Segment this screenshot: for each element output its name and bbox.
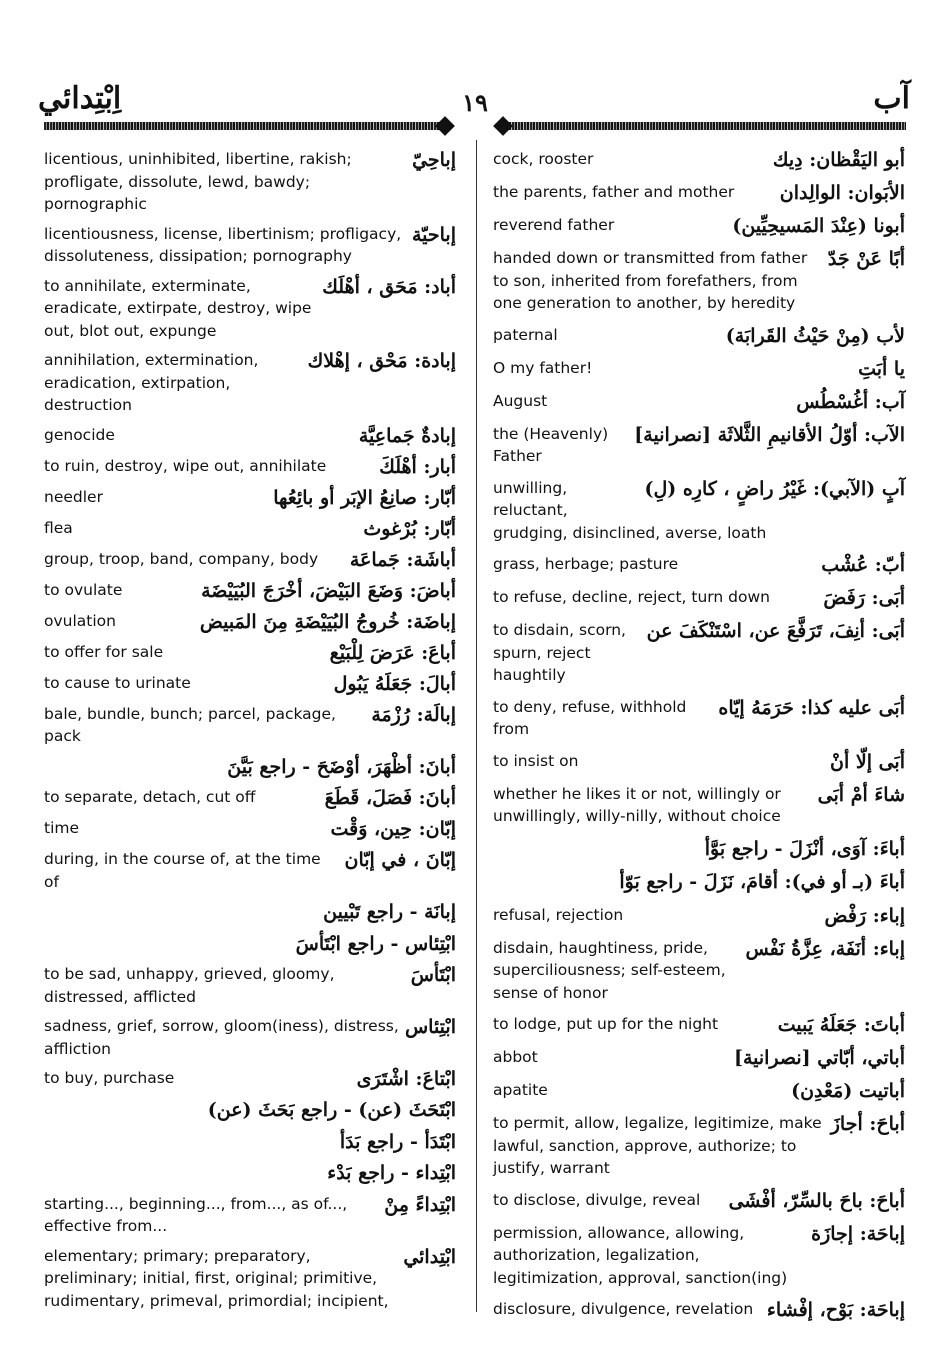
arabic-headword: أباحَ: باحَ بالسِّرّ، أفْشَى [728,1189,905,1212]
dictionary-entry [44,817,456,841]
arabic-headword: الآب: أوّلُ الأقانيمِ الثَّلاثَة [نصرانية] [634,423,905,446]
header-rule-right [500,119,906,133]
arabic-headword: أبَى: رَفَضَ [823,587,905,609]
left-column [44,148,456,1319]
dictionary-entry [44,349,456,417]
dictionary-entry [44,1067,456,1091]
arabic-headword: أباتَ: جَعَلَهُ يَبيت [777,1014,905,1036]
arabic-headword: أبالَ: جَعَلَهُ يَبُول [333,672,456,695]
arabic-headword: أبانَ: أظْهَرَ، أوْضَحَ - راجع بَيَّنَ [227,755,456,778]
arabic-headword: ابْتَأسَ [410,964,456,986]
arabic-headword: إباحِيّ [412,149,456,171]
arabic-headword: أباعَ: عَرَضَ لِلْبَيْع [329,641,456,664]
english-definition: to refuse, decline, reject, turn down [493,588,770,606]
arabic-headword: إبادة: مَحْق ، إهْلاك [307,350,456,372]
arabic-headword: آب: أغُسْطُس [796,390,905,413]
dictionary-entry [493,870,905,895]
arabic-headword: أباءَ (بـ أو في): أقامَ، نَزَلَ - راجع بَوّأ [619,871,905,893]
english-definition: O my father! [493,358,593,377]
running-head-right: آب [873,81,910,116]
dictionary-entry [493,477,905,545]
arabic-headword: أباءَ: آوَى، أنْزَلَ - راجع بَوَّأ [704,837,905,860]
arabic-headword: ابْتِئاس - راجع ابْتَأسَ [295,932,456,955]
dictionary-entry [493,696,905,741]
english-definition: annihilation, extermination, eradication, extirpation, destruction [44,351,259,414]
dictionary-entry [44,1015,456,1060]
dictionary-entry [493,1046,905,1070]
english-definition: to disdain, scorn, spurn, reject haughtily [493,621,626,684]
arabic-headword: أبونا (عِنْدَ المَسيحِيِّين) [732,215,905,237]
english-definition: starting..., beginning..., from..., as of..., effective from... [44,1194,348,1235]
arabic-headword: شاءَ أمْ أبَى [817,783,905,806]
arabic-headword: ابْتِدائي [403,1245,456,1268]
english-definition: to annihilate, exterminate, eradicate, extirpate, destroy, wipe out, blot out, expunge [44,276,312,340]
english-definition: disdain, haughtiness, pride, superciliousness; self-esteem, sense of honor [493,938,726,1002]
dictionary-entry [44,424,456,448]
english-definition: to deny, refuse, withhold from [493,697,687,738]
page-number: ١٩ [462,88,488,117]
english-definition: to permit, allow, legalize, legitimize, make lawful, sanction, approve, authorize; to justify, warrant [493,1114,822,1177]
arabic-headword: أباتي، أبّاتي [نصرانية] [733,1047,905,1069]
dictionary-entry [493,553,905,577]
arabic-headword: أبَى: أنِفَ، تَرَفَّعَ عن، اسْتَنْكَفَ عن [646,620,905,642]
english-definition: refusal, rejection [493,905,624,924]
english-definition: to separate, detach, cut off [44,788,256,806]
english-definition: time [44,819,80,837]
english-definition: to lodge, put up for the night [493,1015,719,1033]
english-definition: grass, herbage; pasture [493,555,679,573]
dictionary-entry [493,750,905,774]
arabic-headword: إبانَة - راجع تَبْيين [323,901,456,923]
arabic-headword: إباضَة: خُروجُ البُيَيْضَةِ مِنَ المَبيض [199,610,456,633]
arabic-headword: إبّانَ ، في إبّان [344,849,456,871]
dictionary-entry [44,963,456,1008]
dictionary-entry [44,610,456,634]
dictionary-entry [493,619,905,687]
arabic-headword: ابْتاعَ: اشْتَرَى [356,1068,456,1090]
english-definition: to ruin, destroy, wipe out, annihilate [44,456,327,475]
english-definition: group, troop, band, company, body [44,549,319,568]
dictionary-entry [44,579,456,603]
arabic-headword: أبّ: عُشْب [821,554,905,576]
english-definition: the (Heavenly) Father [493,424,609,465]
dictionary-entry [44,223,456,268]
english-definition: ovulation [44,611,116,630]
dictionary-entry [493,1079,905,1103]
arabic-headword: إباحيّة [411,223,456,246]
arabic-headword: إبالَة: رُزْمَة [371,703,456,726]
english-definition: to offer for sale [44,642,164,661]
dictionary-entry [493,937,905,1005]
dictionary-entry [493,324,905,348]
arabic-headword: إباحَة: إجازَة [811,1222,905,1245]
dictionary-entry [493,783,905,828]
dictionary-entry [493,1112,905,1180]
dictionary-entry [493,214,905,238]
arabic-headword: إبادةٌ جَماعِيَّة [358,424,456,447]
dictionary-entry [493,357,905,381]
arabic-headword: لأب (مِنْ حَيْثُ القَرابَة) [725,324,905,347]
arabic-headword: إباء: أنَفَة، عِزَّةُ نَفْس [745,937,905,960]
dictionary-entry [493,586,905,610]
arabic-headword: ابْتِداء - راجع بَدْء [327,1162,456,1184]
english-definition: disclosure, divulgence, revelation [493,1300,754,1318]
english-definition: apatite [493,1081,548,1099]
right-column [493,148,905,1331]
arabic-headword: إباء: رَفْض [824,904,905,927]
dictionary-entry [44,755,456,780]
arabic-headword: ابْتَدَأ - راجع بَدَأ [339,1130,456,1153]
english-definition: permission, allowance, allowing, authorization, legalization, legitimization, approval, sanction(ing) [493,1223,788,1287]
english-definition: needler [44,487,103,506]
dictionary-entry [493,904,905,928]
arabic-headword: ابْتِئاس [404,1016,456,1038]
english-definition: licentious, uninhibited, libertine, rakish; profligate, dissolute, lewd, bawdy; pornographic [44,150,352,213]
english-definition: genocide [44,425,115,444]
arabic-headword: يا أبَتِ [858,357,905,380]
arabic-headword: أبانَ: فَصَلَ، قَطَعَ [324,787,456,809]
dictionary-entry [493,390,905,414]
running-head-left: اِبْتِدائي [38,81,122,116]
english-definition: handed down or transmitted from father to son, inherited from forefathers, from one generation to another, by heredity [493,249,808,312]
dictionary-entry [44,1130,456,1155]
dictionary-entry [44,517,456,541]
dictionary-entry [493,423,905,468]
english-definition: cock, rooster [493,150,594,168]
english-definition: elementary; primary; preparatory, preliminary; initial, first, original; primitive, rudimentary, primeval, primordial; incipient, [44,1246,389,1310]
arabic-headword: أبو اليَقْظان: دِيك [772,149,905,171]
header-rule-left [44,119,448,133]
dictionary-entry [493,181,905,205]
dictionary-entry [493,837,905,862]
english-definition: to disclose, divulge, reveal [493,1190,701,1209]
arabic-headword: أبّار: بُرْغوث [363,517,456,540]
dictionary-entry [493,148,905,172]
arabic-headword: أبًا عَنْ جَدّ [827,248,905,270]
english-definition: the parents, father and mother [493,183,735,201]
english-definition: sadness, grief, sorrow, gloom(iness), distress, affliction [44,1017,399,1058]
arabic-headword: أباضَ: وَضَعَ البَيْضَ، أخْرَجَ البُيَيْضَة [201,579,456,602]
english-definition: paternal [493,325,558,344]
english-definition: to ovulate [44,580,123,599]
english-definition: reverend father [493,216,615,234]
arabic-headword: الأبَوان: الوالِدان [779,182,905,204]
dictionary-entry [44,148,456,216]
arabic-headword: أباحَ: أجازَ [830,1113,905,1135]
dictionary-entry [44,1098,456,1123]
dictionary-entry [44,1161,456,1186]
arabic-headword: أبار: أهْلَكَ [379,455,456,478]
arabic-headword: أباشَة: جَماعَة [349,548,456,571]
dictionary-entry [493,1298,905,1322]
dictionary-entry [493,247,905,315]
arabic-headword: ابْتِداءً مِنْ [384,1193,456,1216]
english-definition: to insist on [493,751,579,770]
dictionary-entry [44,703,456,748]
english-definition: to cause to urinate [44,673,191,692]
dictionary-entry [493,1013,905,1037]
english-definition: whether he likes it or not, willingly or unwillingly, willy-nilly, without choice [493,784,781,825]
dictionary-entry [44,900,456,925]
dictionary-entry [44,1245,456,1313]
english-definition: flea [44,518,73,537]
dictionary-entry [44,1193,456,1238]
dictionary-entry [44,275,456,343]
arabic-headword: إبّان: حِين، وَقْت [330,818,456,840]
arabic-headword: أبّار: صانِعُ الإبَر أو بائِعُها [273,486,456,509]
english-definition: licentiousness, license, libertinism; profligacy, dissoluteness, dissipation; pornography [44,224,402,265]
arabic-headword: أباد: مَحَق ، أهْلَك [322,275,456,298]
arabic-headword: آبٍ (الآبي): غَيْرُ راضٍ ، كارِه (لِ) [644,477,905,500]
dictionary-entry [44,641,456,665]
english-definition: bale, bundle, bunch; parcel, package, pack [44,704,336,745]
english-definition: to buy, purchase [44,1069,175,1087]
arabic-headword: إباحَة: بَوْح، إفْشاء [766,1299,905,1321]
english-definition: to be sad, unhappy, grieved, gloomy, distressed, afflicted [44,965,335,1006]
dictionary-entry [44,455,456,479]
english-definition: during, in the course of, at the time of [44,850,321,891]
dictionary-entry [44,548,456,572]
arabic-headword: ابْتَحَثَ (عن) - راجع بَحَثَ (عن) [207,1099,456,1121]
dictionary-entry [493,1189,905,1213]
arabic-headword: أبَى عليه كذا: حَرَمَهُ إيّاه [718,696,905,719]
dictionary-entry [44,486,456,510]
column-divider [476,140,477,1312]
dictionary-entry [44,848,456,893]
dictionary-entry [44,932,456,957]
arabic-headword: أبَى إلّا أنْ [830,750,905,773]
dictionary-entry [493,1222,905,1290]
english-definition: August [493,391,548,410]
dictionary-entry [44,786,456,810]
dictionary-entry [44,672,456,696]
arabic-headword: أباتيت (مَعْدِن) [791,1080,905,1102]
english-definition: abbot [493,1048,538,1066]
english-definition: unwilling, reluctant, grudging, disinclined, averse, loath [493,478,767,542]
